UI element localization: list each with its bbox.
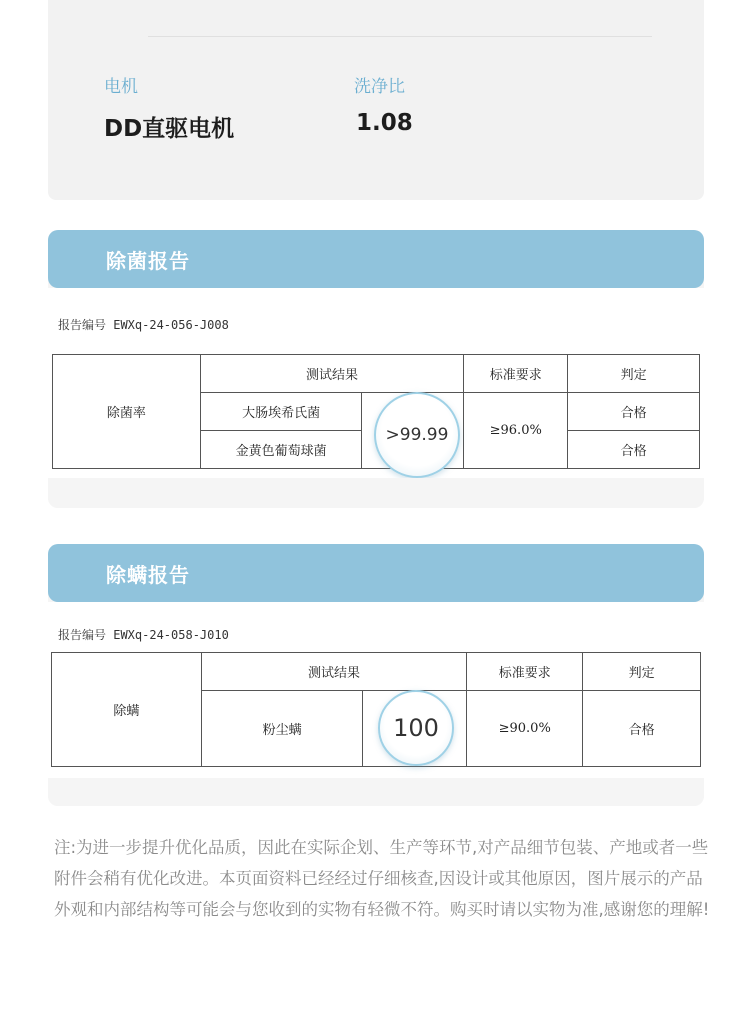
mite-report-body (48, 602, 704, 778)
antibacterial-header-result: 测试结果 (200, 355, 464, 393)
bacteria-name: 大肠埃希氏菌 (200, 393, 362, 431)
mite-table (51, 652, 701, 767)
antibacterial-judgement: 合格 (568, 393, 700, 431)
mite-item: 除螨 (52, 653, 202, 767)
mite-header-standard: 标准要求 (467, 653, 583, 691)
antibacterial-report (48, 230, 704, 508)
antibacterial-report-number: 报告编号 EWXq-24-056-J008 (58, 318, 229, 332)
mite-header-judgement: 判定 (583, 653, 701, 691)
antibacterial-header-judgement: 判定 (568, 355, 700, 393)
report-footer (48, 778, 704, 806)
antibacterial-report-body (48, 288, 704, 478)
mite-judgement: 合格 (583, 691, 701, 767)
wash-ratio-label: 洗净比 (354, 77, 405, 97)
mite-value-badge: 100 (378, 690, 454, 766)
wash-ratio-value: 1.08 (356, 110, 413, 136)
antibacterial-header-standard: 标准要求 (464, 355, 568, 393)
antibacterial-judgement: 合格 (568, 431, 700, 469)
motor-label: 电机 (104, 77, 138, 97)
mite-report-number: 报告编号 EWXq-24-058-J010 (58, 628, 229, 642)
disclaimer-note: 注:为进一步提升优化品质，因此在实际企划、生产等环节,对产品细节包装、产地或者一些附件会稍有优化改进。本页面资料已经经过仔细核查,因设计或其他原因，图片展示的产品外观和内部结构等可能会与您收到的实物有轻微不符。购买时请以实物为准,感谢您的理解! (54, 838, 710, 919)
antibacterial-report-title: 除菌报告 (106, 248, 190, 273)
report-footer (48, 478, 704, 508)
antibacterial-standard: ≥96.0% (464, 393, 568, 469)
antibacterial-table (52, 354, 700, 469)
mite-organism: 粉尘螨 (201, 691, 363, 767)
antibacterial-report-header (48, 230, 704, 288)
mite-report-header (48, 544, 704, 602)
spec-divider (148, 36, 652, 37)
antibacterial-item: 除菌率 (53, 355, 201, 469)
antibacterial-value-badge: >99.99 (374, 392, 460, 478)
mite-report-title: 除螨报告 (106, 562, 190, 587)
mite-report (48, 544, 704, 806)
bacteria-name: 金黄色葡萄球菌 (200, 431, 362, 469)
spec-card (48, 0, 704, 200)
motor-value: DD直驱电机 (104, 116, 235, 142)
mite-header-result: 测试结果 (201, 653, 467, 691)
mite-standard: ≥90.0% (467, 691, 583, 767)
